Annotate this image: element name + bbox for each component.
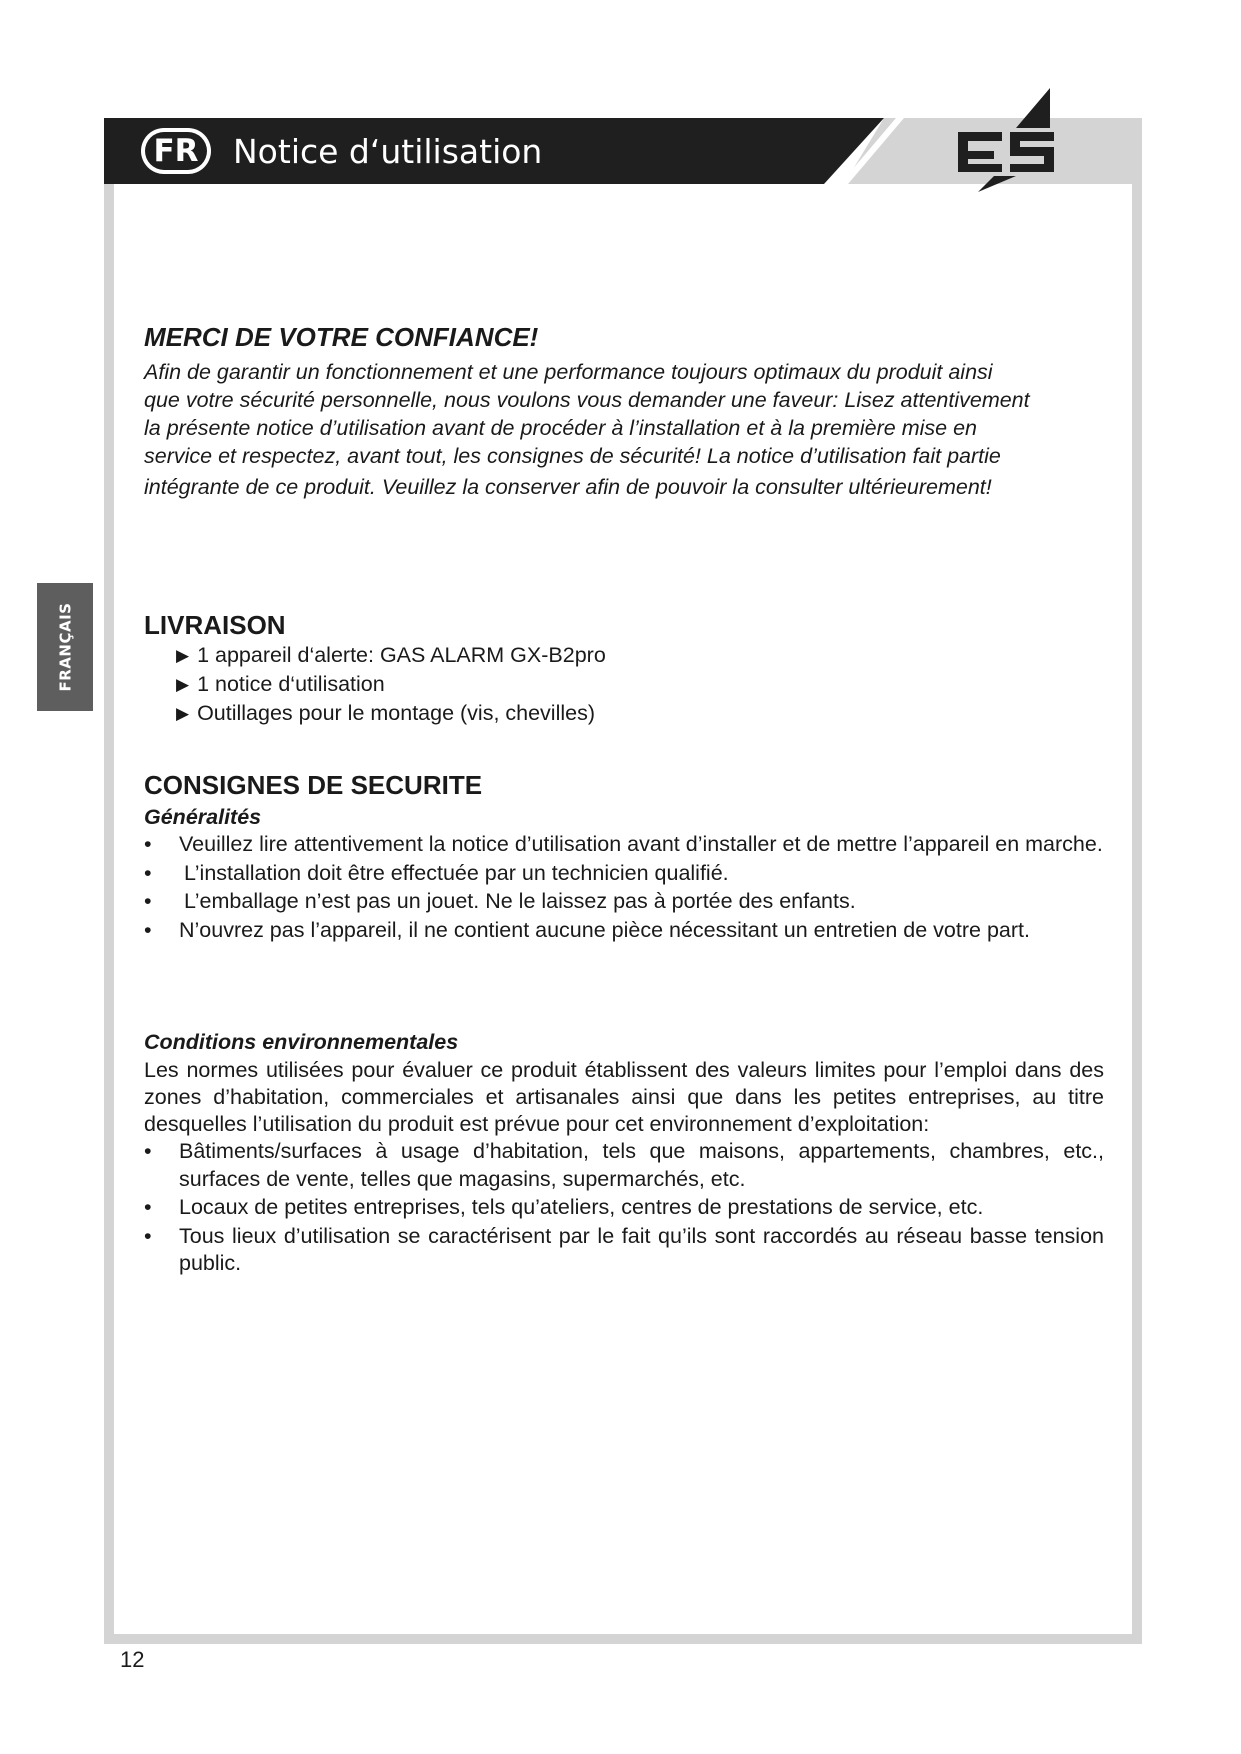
intro-line: intégrante de ce produit. Veuillez la conserver afin de pouvoir la consulter ultérieurement! <box>144 475 992 499</box>
language-side-tab <box>37 583 93 711</box>
list-item: • Locaux de petites entreprises, tels qu’ateliers, centres de prestations de service, etc. <box>144 1194 1104 1222</box>
list-item: • Tous lieux d’utilisation se caractérisent par le fait qu’ils sont raccordés au réseau basse tension public. <box>144 1223 1104 1278</box>
generalites-title: Généralités <box>144 805 262 829</box>
livraison-title: LIVRAISON <box>144 610 286 640</box>
intro-line: service et respectez, avant tout, les consignes de sécurité! La notice d’utilisation fait partie <box>144 444 1001 468</box>
intro-title: MERCI DE VOTRE CONFIANCE! <box>144 322 539 352</box>
livraison-item-text: 1 notice d‘utilisation <box>197 672 385 696</box>
livraison-item-text: Outillages pour le montage (vis, chevilles) <box>197 701 596 725</box>
es-logo <box>958 88 1068 203</box>
livraison-item <box>176 670 1136 699</box>
env-title: Conditions environnementales <box>144 1030 459 1054</box>
env-paragraph: Les normes utilisées pour évaluer ce produit établissent des valeurs limites pour l’emploi dans des zones d’habitation, commerciales et artisanales ainsi que dans les petites entreprises, au titre desquelles l’utilisation du produit est prévue pour cet environnement d’exploitation: <box>144 1058 1104 1136</box>
intro-paragraph <box>144 358 1104 501</box>
livraison-item <box>176 641 1136 670</box>
generalites-list <box>144 831 1104 945</box>
livraison-list <box>176 641 1136 728</box>
language-badge-label: FR <box>145 132 207 170</box>
list-item: • L’emballage n’est pas un jouet. Ne le laissez pas à portée des enfants. <box>144 888 1104 916</box>
page-title: Notice d‘utilisation <box>233 132 543 171</box>
page-number: 12 <box>120 1647 145 1672</box>
list-item: • N’ouvrez pas l’appareil, il ne contient aucune pièce nécessitant un entretien de votre part. <box>144 917 1104 945</box>
list-item: • Veuillez lire attentivement la notice d’utilisation avant d’installer et de mettre l’appareil en marche. <box>144 831 1104 859</box>
side-tab-label: FRANÇAIS <box>56 602 74 692</box>
env-list <box>144 1138 1104 1279</box>
intro-line: que votre sécurité personnelle, nous voulons vous demander une faveur: Lisez attentivement <box>144 388 1030 412</box>
language-badge <box>141 128 211 174</box>
consignes-title: CONSIGNES DE SECURITE <box>144 770 483 800</box>
livraison-item-text: 1 appareil d‘alerte: GAS ALARM GX-B2pro <box>197 643 606 667</box>
list-item: • Bâtiments/surfaces à usage d’habitation, tels que maisons, appartements, chambres, etc., surfaces de vente, telles que magasins, supermarchés, etc. <box>144 1138 1104 1193</box>
intro-line: Afin de garantir un fonctionnement et une performance toujours optimaux du produit ainsi <box>144 360 993 384</box>
intro-line: la présente notice d’utilisation avant de procéder à l’installation et à la première mise en <box>144 416 977 440</box>
list-item: • L’installation doit être effectuée par un technicien qualifié. <box>144 860 1104 888</box>
logo-text <box>958 88 959 89</box>
livraison-item <box>176 699 1136 728</box>
